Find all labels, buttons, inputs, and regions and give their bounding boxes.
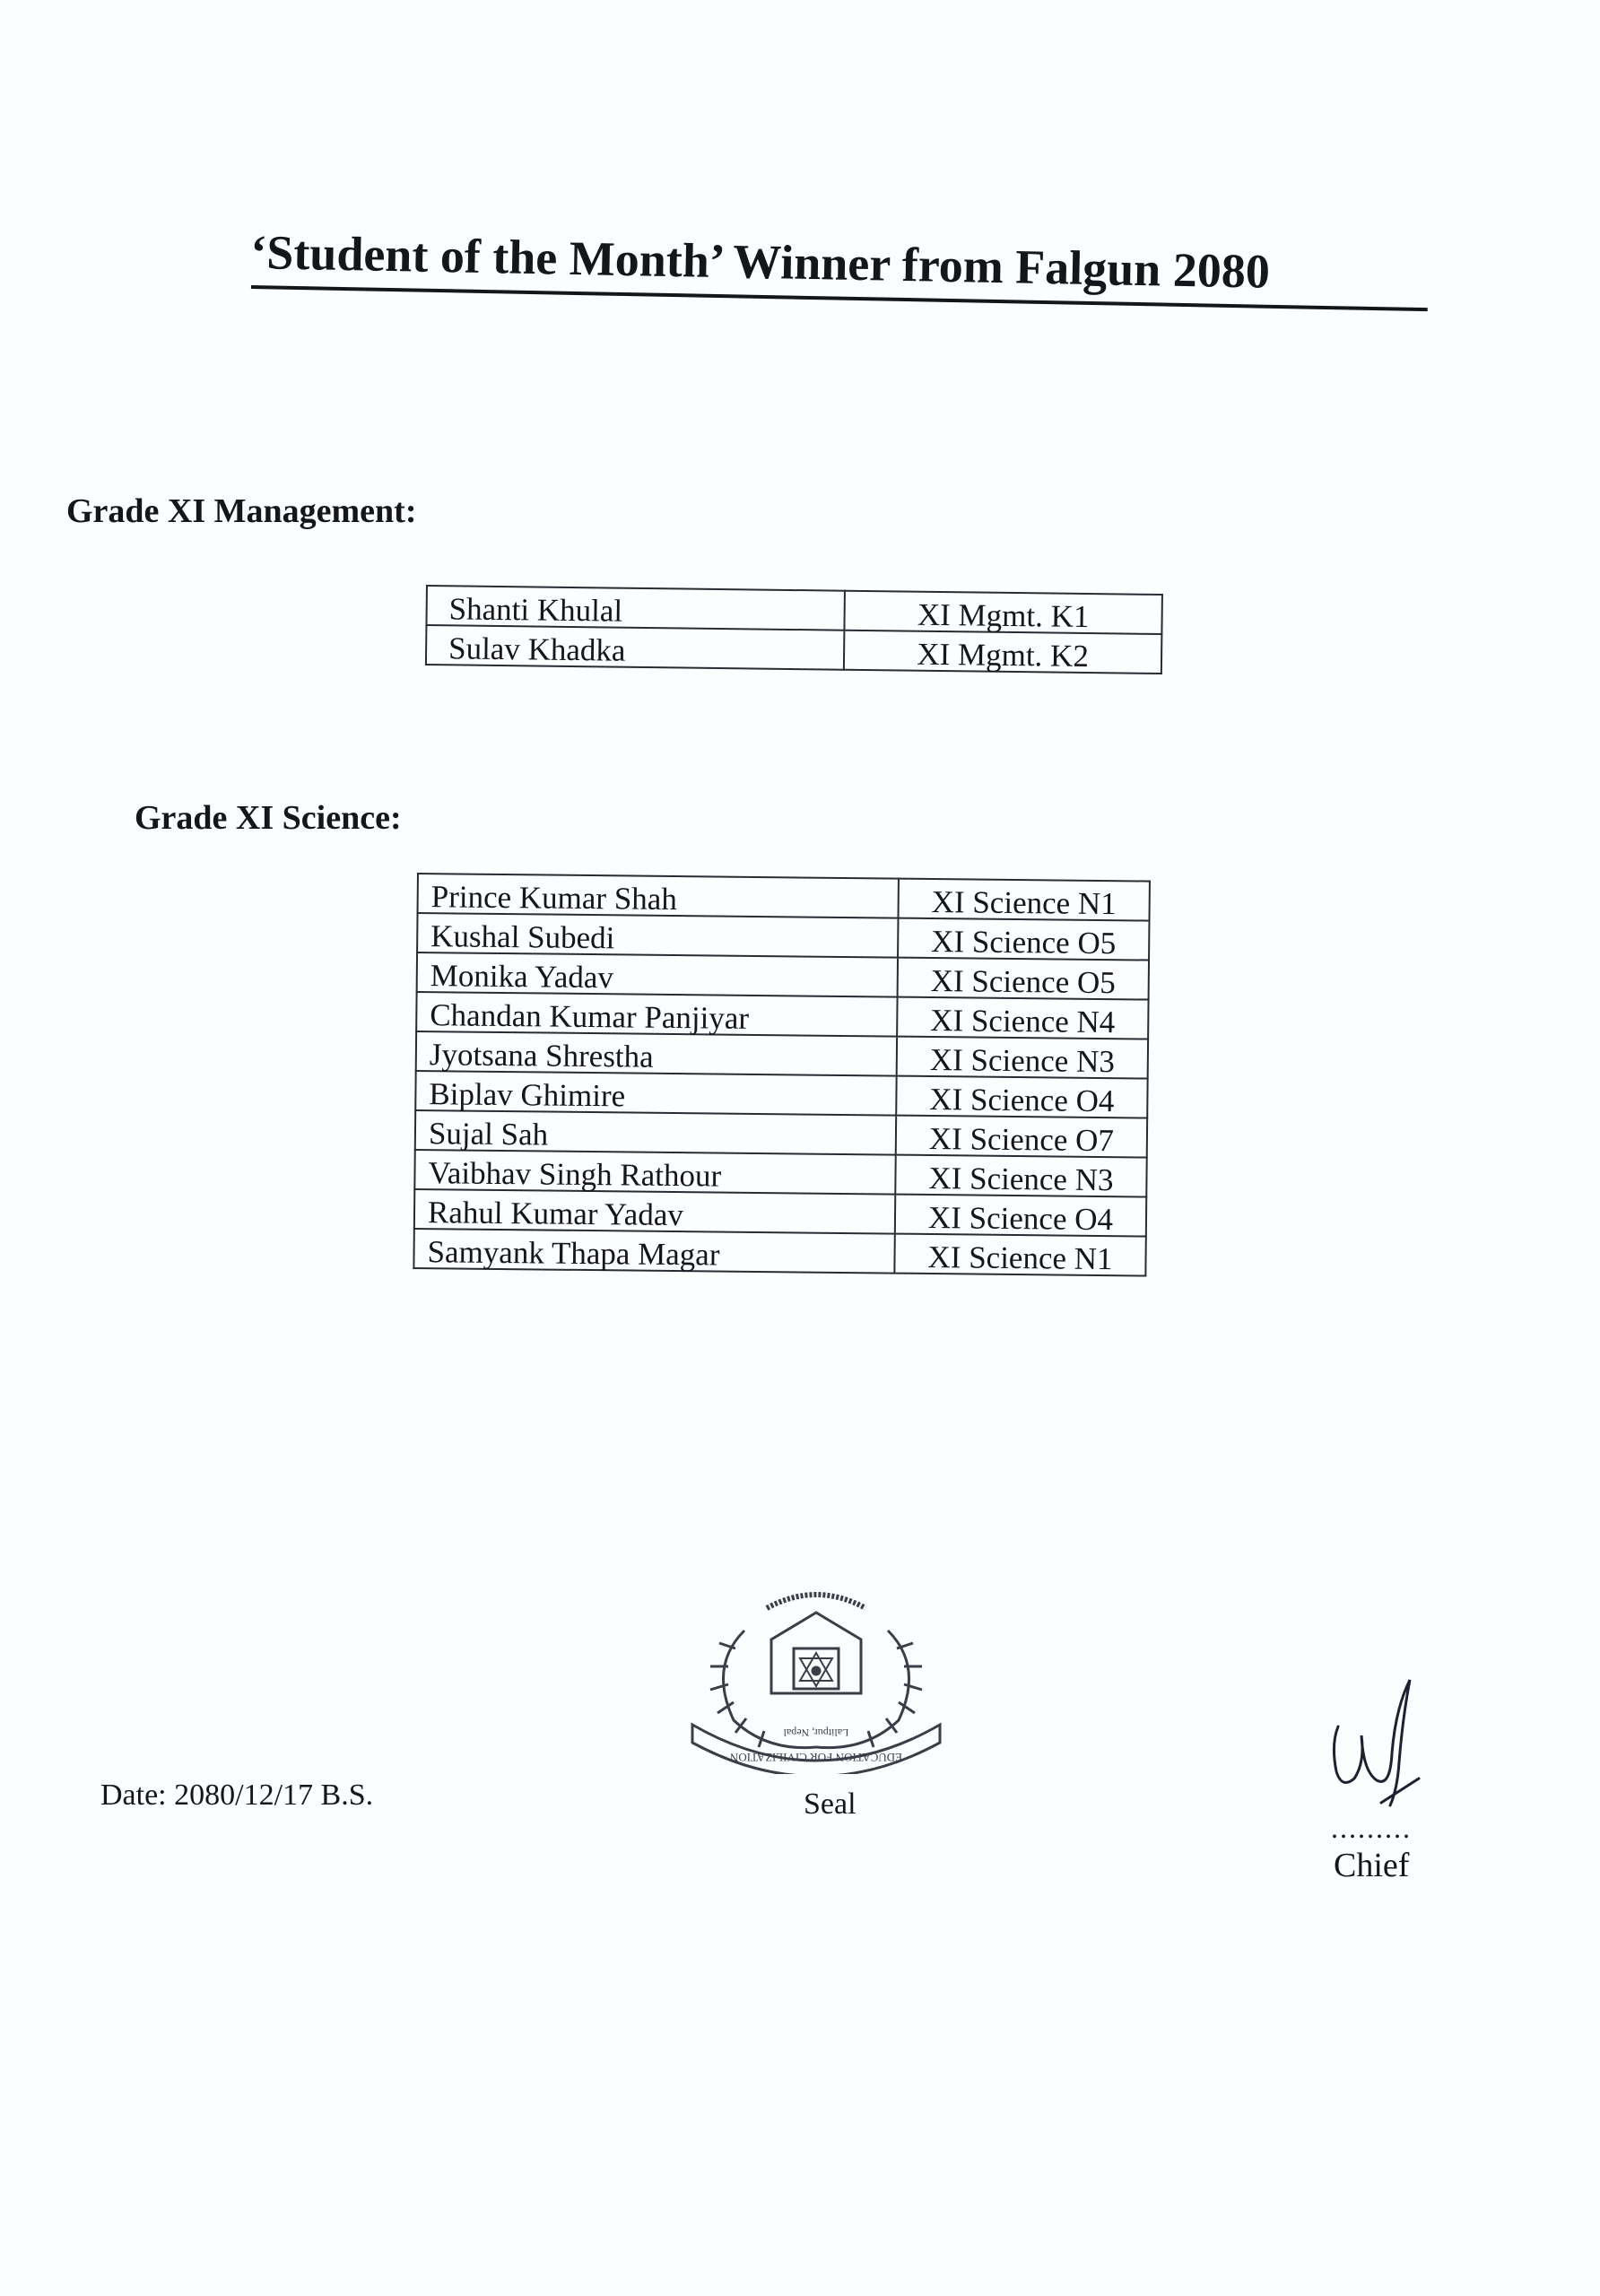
management-table (425, 585, 1163, 674)
student-name: Prince Kumar Shah (418, 874, 899, 918)
student-class: XI Science N1 (894, 1234, 1145, 1276)
student-class: XI Science O5 (898, 958, 1149, 1000)
student-class: XI Science N4 (897, 997, 1148, 1039)
student-name: Sulav Khadka (426, 625, 845, 670)
page-title: ‘Student of the Month’ Winner from Falgun 2080 (249, 224, 1271, 299)
science-heading: Grade XI Science: (135, 799, 402, 837)
student-name: Biplav Ghimire (415, 1071, 896, 1116)
svg-text:EDUCATION FOR CIVILIZATION: EDUCATION FOR CIVILIZATION (729, 1751, 903, 1764)
student-name: Jyotsana Shrestha (416, 1031, 897, 1076)
student-class: XI Science N1 (898, 879, 1149, 921)
student-class: XI Science O5 (898, 918, 1149, 961)
student-name: Vaibhav Singh Rathour (414, 1150, 895, 1195)
student-name: Sujal Sah (415, 1110, 896, 1155)
student-class: XI Science O4 (896, 1076, 1147, 1118)
table-row (426, 586, 1161, 634)
table-row (418, 874, 1150, 921)
student-name: Samyank Thapa Magar (413, 1229, 894, 1274)
management-heading: Grade XI Management: (66, 492, 417, 530)
signature-dots: ......... (1331, 1812, 1412, 1844)
issue-date: Date: 2080/12/17 B.S. (100, 1779, 374, 1812)
svg-text:Lalitpur, Nepal: Lalitpur, Nepal (783, 1726, 849, 1739)
student-class: XI Science N3 (895, 1155, 1146, 1197)
signature-icon (1327, 1673, 1426, 1812)
student-class: XI Science N3 (897, 1037, 1148, 1079)
student-name: Chandan Kumar Panjiyar (416, 992, 897, 1037)
student-name: Kushal Subedi (417, 913, 898, 958)
student-class: XI Science O4 (895, 1195, 1146, 1237)
seal-caption: Seal (804, 1787, 857, 1821)
student-class: XI Mgmt. K2 (844, 631, 1162, 674)
school-seal-icon (682, 1568, 951, 1774)
student-class: XI Science O7 (896, 1116, 1147, 1158)
science-table (413, 873, 1151, 1277)
student-class: XI Mgmt. K1 (844, 591, 1162, 634)
student-name: Rahul Kumar Yadav (414, 1189, 895, 1234)
student-name: Monika Yadav (417, 952, 898, 997)
student-name: Shanti Khulal (426, 586, 845, 631)
signature-caption: Chief (1334, 1847, 1410, 1884)
